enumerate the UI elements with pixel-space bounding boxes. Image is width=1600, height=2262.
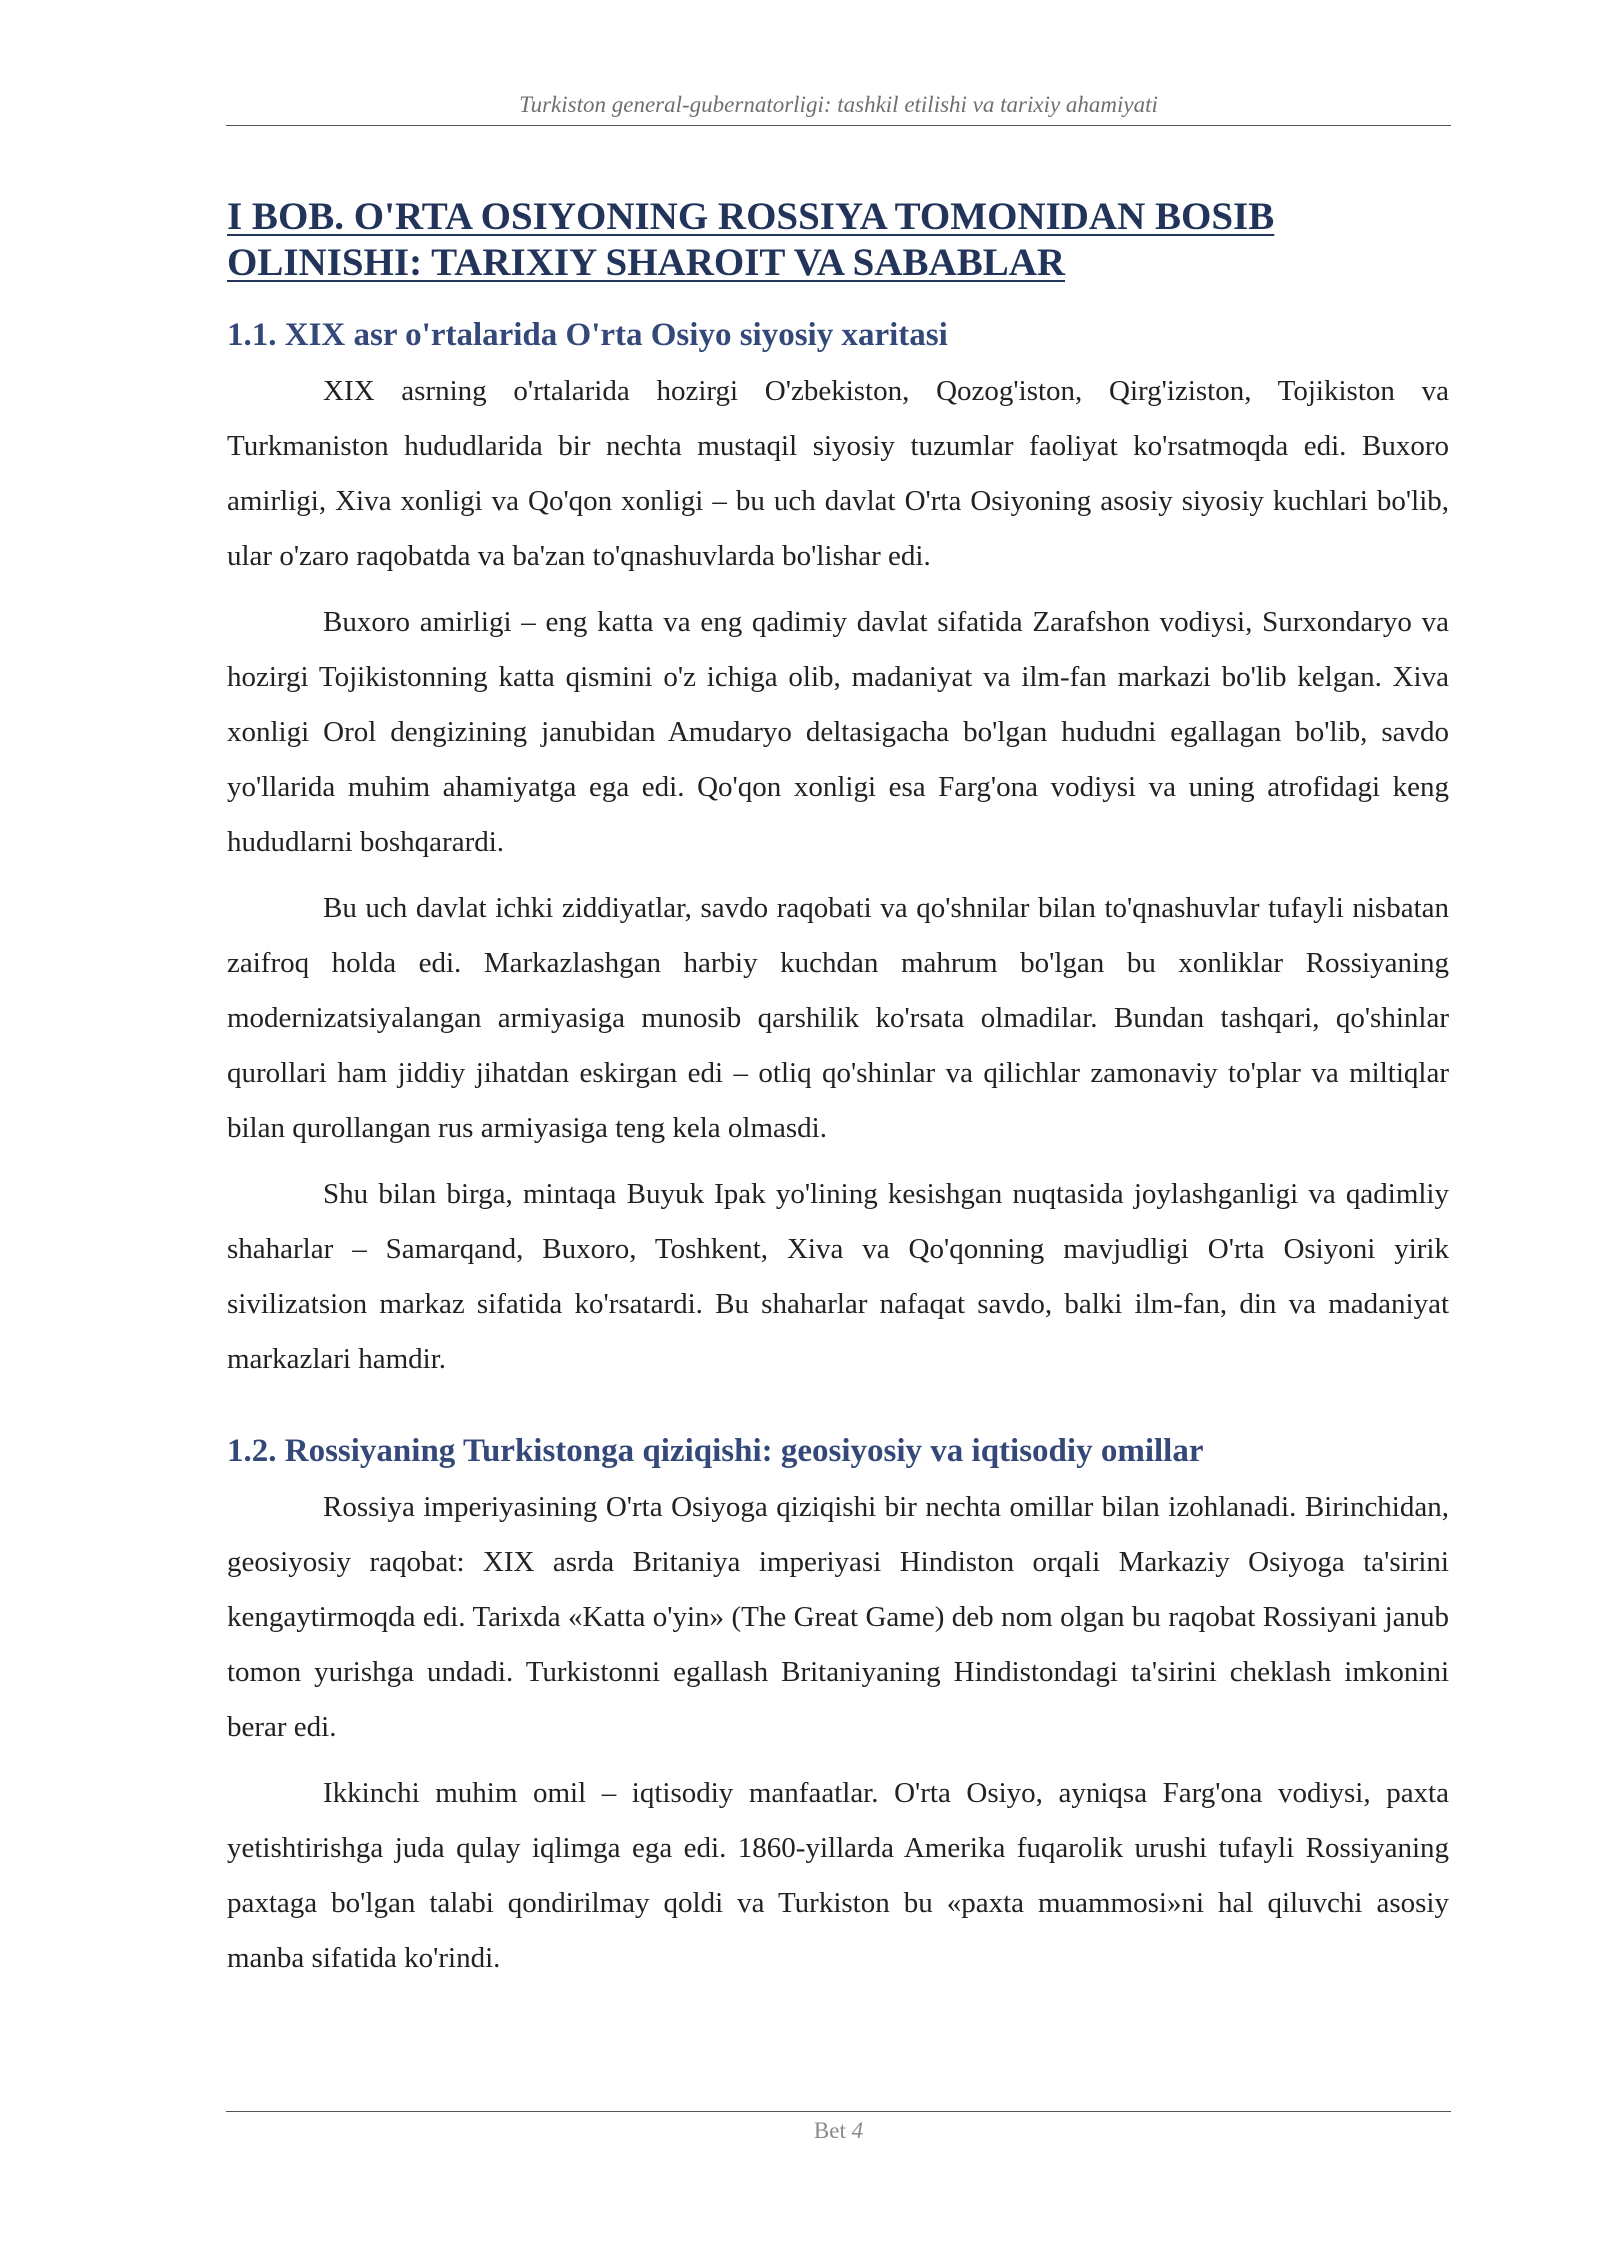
paragraph: Ikkinchi muhim omil – iqtisodiy manfaatlar. O'rta Osiyo, ayniqsa Farg'ona vodiysi, paxta yetishtirishga juda qulay iqlimga ega edi. 1860-yillarda Amerika fuqarolik urushi tufayli Rossiyaning paxtaga bo'lgan talabi qondirilmay qoldi va Turkiston bu «paxta muammosi»ni hal qiluvchi asosiy manba sifatida ko'rindi.: [227, 1777, 1449, 1974]
paragraph: Bu uch davlat ichki ziddiyatlar, savdo raqobati va qo'shnilar bilan to'qnashuvlar tufayli nisbatan zaifroq holda edi. Markazlashgan harbiy kuchdan mahrum bo'lgan bu xonliklar Rossiyaning modernizatsiyalangan armiyasiga munosib qarshilik ko'rsata olmadilar. Bundan tashqari, qo'shinlar qurollari ham jiddiy jihatdan eskirgan edi – otliq qo'shinlar va qilichlar zamonaviy to'plar va miltiqlar bilan qurollangan rus armiyasiga teng kela olmasdi.: [227, 892, 1449, 1144]
section-title-1-1: 1.1. XIX asr o'rtalarida O'rta Osiyo siyosiy xaritasi: [227, 317, 948, 353]
page-number: 4: [851, 2118, 864, 2143]
paragraph: Rossiya imperiyasining O'rta Osiyoga qiziqishi bir nechta omillar bilan izohlanadi. Birinchidan, geosiyosiy raqobat: XIX asrda Britaniya imperiyasi Hindiston orqali Markaziy Osiyoga ta'sirini kengaytirmoqda edi. Tarixda «Katta o'yin» (The Great Game) deb nom olgan bu raqobat Rossiyani janub tomon yurishga undadi. Turkistonni egallash Britaniyaning Hindistondagi ta'sirini cheklash imkonini berar edi.: [227, 1491, 1449, 1743]
paragraph: Shu bilan birga, mintaqa Buyuk Ipak yo'lining kesishgan nuqtasida joylashganligi va qadimliy shaharlar – Samarqand, Buxoro, Toshkent, Xiva va Qo'qonning mavjudligi O'rta Osiyoni yirik sivilizatsion markaz sifatida ko'rsatardi. Bu shaharlar nafaqat savdo, balki ilm-fan, din va madaniyat markazlari hamdir.: [227, 1178, 1449, 1375]
running-header: Turkiston general-gubernatorligi: tashkil etilishi va tarixiy ahamiyati: [519, 92, 1158, 117]
paragraph: Buxoro amirligi – eng katta va eng qadimiy davlat sifatida Zarafshon vodiysi, Surxondaryo va hozirgi Tojikistonning katta qismini o'z ichiga olib, madaniyat va ilm-fan markazi bo'lib kelgan. Xiva xonligi Orol dengizining janubidan Amudaryo deltasigacha bo'lgan hududni egallagan bo'lib, savdo yo'llarida muhim ahamiyatga ega edi. Qo'qon xonligi esa Farg'ona vodiysi va uning atrofidagi keng hududlarni boshqarardi.: [227, 606, 1449, 858]
page-label: Bet: [813, 2118, 846, 2143]
page-footer: [226, 2118, 1451, 2144]
section-title-1-2: 1.2. Rossiyaning Turkistonga qiziqishi: geosiyosiy va iqtisodiy omillar: [227, 1433, 1204, 1469]
chapter-title: I BOB. O'RTA OSIYONING ROSSIYA TOMONIDAN BOSIB OLINISHI: TARIXIY SHAROIT VA SABABLAR: [227, 195, 1275, 284]
footer-divider: [226, 2111, 1451, 2112]
header-divider: [226, 125, 1451, 126]
page-content: [227, 194, 1449, 1986]
paragraph: XIX asrning o'rtalarida hozirgi O'zbekiston, Qozog'iston, Qirg'iziston, Tojikiston va Turkmaniston hududlarida bir nechta mustaqil siyosiy tuzumlar faoliyat ko'rsatmoqda edi. Buxoro amirligi, Xiva xonligi va Qo'qon xonligi – bu uch davlat O'rta Osiyoning asosiy siyosiy kuchlari bo'lib, ular o'zaro raqobatda va ba'zan to'qnashuvlarda bo'lishar edi.: [227, 375, 1449, 572]
